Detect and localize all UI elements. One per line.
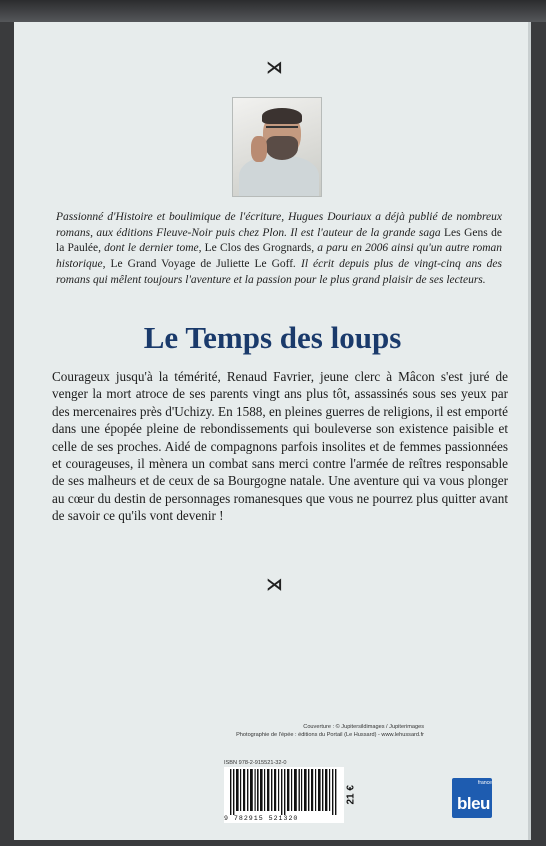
credits-photo: Photographie de l'épée : éditions du Portail (Le Hussard) - www.lehussard.fr (236, 731, 424, 738)
badge-big-text: bleu (457, 794, 490, 813)
author-bio (56, 210, 502, 289)
publisher-logo-bottom: ⋊ (266, 575, 280, 595)
publisher-logo-top: ⋊ (266, 58, 280, 78)
barcode-bars (224, 767, 344, 815)
top-shadow (0, 0, 546, 22)
bio-text-1: Passionné d'Histoire et boulimique de l'écriture, Hugues Douriaux a déjà publié de nombreux romans, aux éditions Fleuve-Noir puis chez Plon. Il est l'auteur de la grande saga (56, 211, 502, 239)
book-back-cover (14, 22, 531, 840)
isbn-text: ISBN 978-2-915521-32-0 (224, 760, 287, 766)
price-label: 21 € (345, 785, 357, 805)
bio-text-4: . Il écrit depuis plus de vingt-cinq ans des romans qui mêlent toujours l'aventure et la passion pour le plus grand plaisir de ses lecteurs. (56, 258, 503, 286)
barcode (224, 767, 344, 823)
book-synopsis: Courageux jusqu'à la témérité, Renaud Favrier, jeune clerc à Mâcon s'est juré de venger la mort atroce de ses parents vingt ans plus tôt, assassinés sous ses yeux par des mercenaires près d'Uchizy. En 1588, en pleines guerres de religions, il est emporté dans une épopée pleine de rebondissements qui bouleverse son existence paisible et celle de ses proches. Aidé de compagnons parfois insolites et de femmes passionnées et courageuses, il mènera un combat sans merci contre l'armée de reîtres responsable de ses malheurs et de ceux de sa Bourgogne natale. Une aventure qui va vous plonger au cœur du destin de personnages romanesques que vous ne pourrez plus quitter avant de savoir ce qu'ils vont devenir ! (52, 369, 508, 524)
bio-text-3: , a paru en 2006 ainsi qu'un autre roman historique, (56, 242, 503, 271)
credits-cover: Couverture : © Jupitersildimages / Jupiterimages (303, 724, 424, 730)
bio-text-2: , dont le dernier tome, (98, 242, 205, 255)
barcode-digits: 9 782915 521320 (224, 815, 344, 822)
bio-novel-title: Le Grand Voyage de Juliette Le Goff (110, 258, 294, 271)
price (344, 770, 360, 810)
badge-small-text: france (478, 780, 492, 786)
credits (134, 724, 424, 739)
book-title: Le Temps des loups (143, 320, 402, 355)
bio-tome-title: Le Clos des Grognards (204, 242, 312, 255)
france-bleu-logo (452, 778, 492, 818)
author-photo (232, 97, 322, 197)
bio-saga-title: Les Gens de la Paulée (56, 226, 502, 255)
